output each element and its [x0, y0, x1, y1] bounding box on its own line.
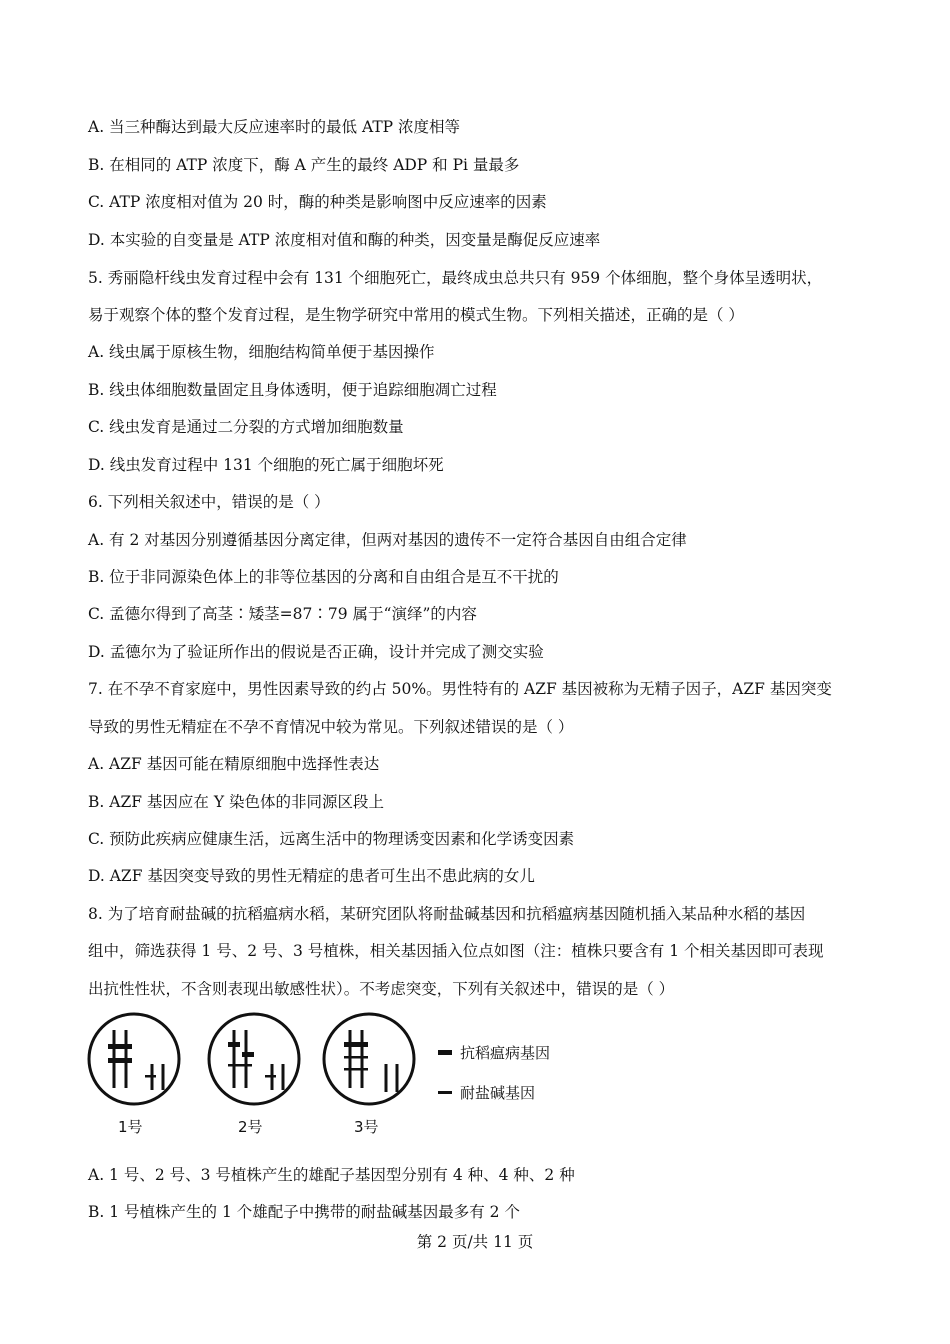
cells-diagram: [86, 1012, 566, 1142]
legend-salt-gene: [438, 1082, 535, 1103]
legend-resistance-label: 抗稻瘟病基因: [460, 1044, 551, 1062]
legend-resistance-gene: [438, 1042, 550, 1063]
question-8-line-1: 8. 为了培育耐盐碱的抗稻瘟病水稻，某研究团队将耐盐碱基因和抗稻瘟病基因随机插入某品种水稻的基因: [88, 905, 806, 923]
question-8-line-3: 出抗性性状，不含则表现出敏感性状）。不考虑突变，下列有关叙述中，错误的是（ ）: [88, 980, 675, 998]
option-4c: C. ATP 浓度相对值为 20 时，酶的种类是影响图中反应速率的因素: [88, 193, 547, 211]
option-6b: B. 位于非同源染色体上的非等位基因的分离和自由组合是互不干扰的: [88, 568, 559, 586]
option-7b: B. AZF 基因应在 Y 染色体的非同源区段上: [88, 793, 384, 811]
question-8-line-2: 组中，筛选获得 1 号、2 号、3 号植株，相关基因插入位点如图（注：植株只要含有 1 个相关基因即可表现: [88, 942, 824, 960]
cell-2: [209, 1014, 299, 1104]
option-8b: B. 1 号植株产生的 1 个雄配子中携带的耐盐碱基因最多有 2 个: [88, 1203, 520, 1221]
option-7a: A. AZF 基因可能在精原细胞中选择性表达: [88, 755, 380, 773]
question-7-line-2: 导致的男性无精症在不孕不育情况中较为常见。下列叙述错误的是（ ）: [88, 718, 574, 736]
option-6a: A. 有 2 对基因分别遵循基因分离定律，但两对基因的遗传不一定符合基因自由组合定律: [88, 531, 687, 549]
cell-3: [324, 1014, 414, 1104]
cell-1: [89, 1014, 179, 1104]
option-4d: D. 本实验的自变量是 ATP 浓度相对值和酶的种类，因变量是酶促反应速率: [88, 231, 601, 249]
option-6d: D. 孟德尔为了验证所作出的假说是否正确，设计并完成了测交实验: [88, 643, 544, 661]
question-5-line-2: 易于观察个体的整个发育过程，是生物学研究中常用的模式生物。下列相关描述，正确的是（ ）: [88, 306, 744, 324]
option-6c: C. 孟德尔得到了高茎∶矮茎=87∶79 属于“演绎”的内容: [88, 605, 477, 623]
option-5a: A. 线虫属于原核生物，细胞结构简单便于基因操作: [88, 343, 435, 361]
question-5-line-1: 5. 秀丽隐杆线虫发育过程中会有 131 个细胞死亡，最终成虫总共只有 959 个体细胞，整个身体呈透明状，: [88, 269, 823, 287]
option-5c: C. 线虫发育是通过二分裂的方式增加细胞数量: [88, 418, 404, 436]
cell-1-label: 1号: [118, 1118, 143, 1136]
question-6: 6. 下列相关叙述中，错误的是（ ）: [88, 493, 330, 511]
page-footer: 第 2 页/共 11 页: [416, 1233, 534, 1251]
option-4a: A. 当三种酶达到最大反应速率时的最低 ATP 浓度相等: [88, 118, 461, 136]
thin-bar-icon: [438, 1091, 452, 1094]
gene-insertion-figure: [86, 1012, 566, 1142]
option-4b: B. 在相同的 ATP 浓度下，酶 A 产生的最终 ADP 和 Pi 量最多: [88, 156, 520, 174]
cell-2-label: 2号: [238, 1118, 263, 1136]
option-5d: D. 线虫发育过程中 131 个细胞的死亡属于细胞坏死: [88, 456, 444, 474]
thick-bar-icon: [438, 1050, 452, 1055]
option-7d: D. AZF 基因突变导致的男性无精症的患者可生出不患此病的女儿: [88, 867, 535, 885]
option-7c: C. 预防此疾病应健康生活，远离生活中的物理诱变因素和化学诱变因素: [88, 830, 575, 848]
cell-3-label: 3号: [354, 1118, 379, 1136]
legend-salt-label: 耐盐碱基因: [460, 1084, 536, 1102]
option-8a: A. 1 号、2 号、3 号植株产生的雄配子基因型分别有 4 种、4 种、2 种: [88, 1166, 575, 1184]
option-5b: B. 线虫体细胞数量固定且身体透明，便于追踪细胞凋亡过程: [88, 381, 497, 399]
question-7-line-1: 7. 在不孕不育家庭中，男性因素导致的约占 50%。男性特有的 AZF 基因被称为无精子因子，AZF 基因突变: [88, 680, 832, 698]
